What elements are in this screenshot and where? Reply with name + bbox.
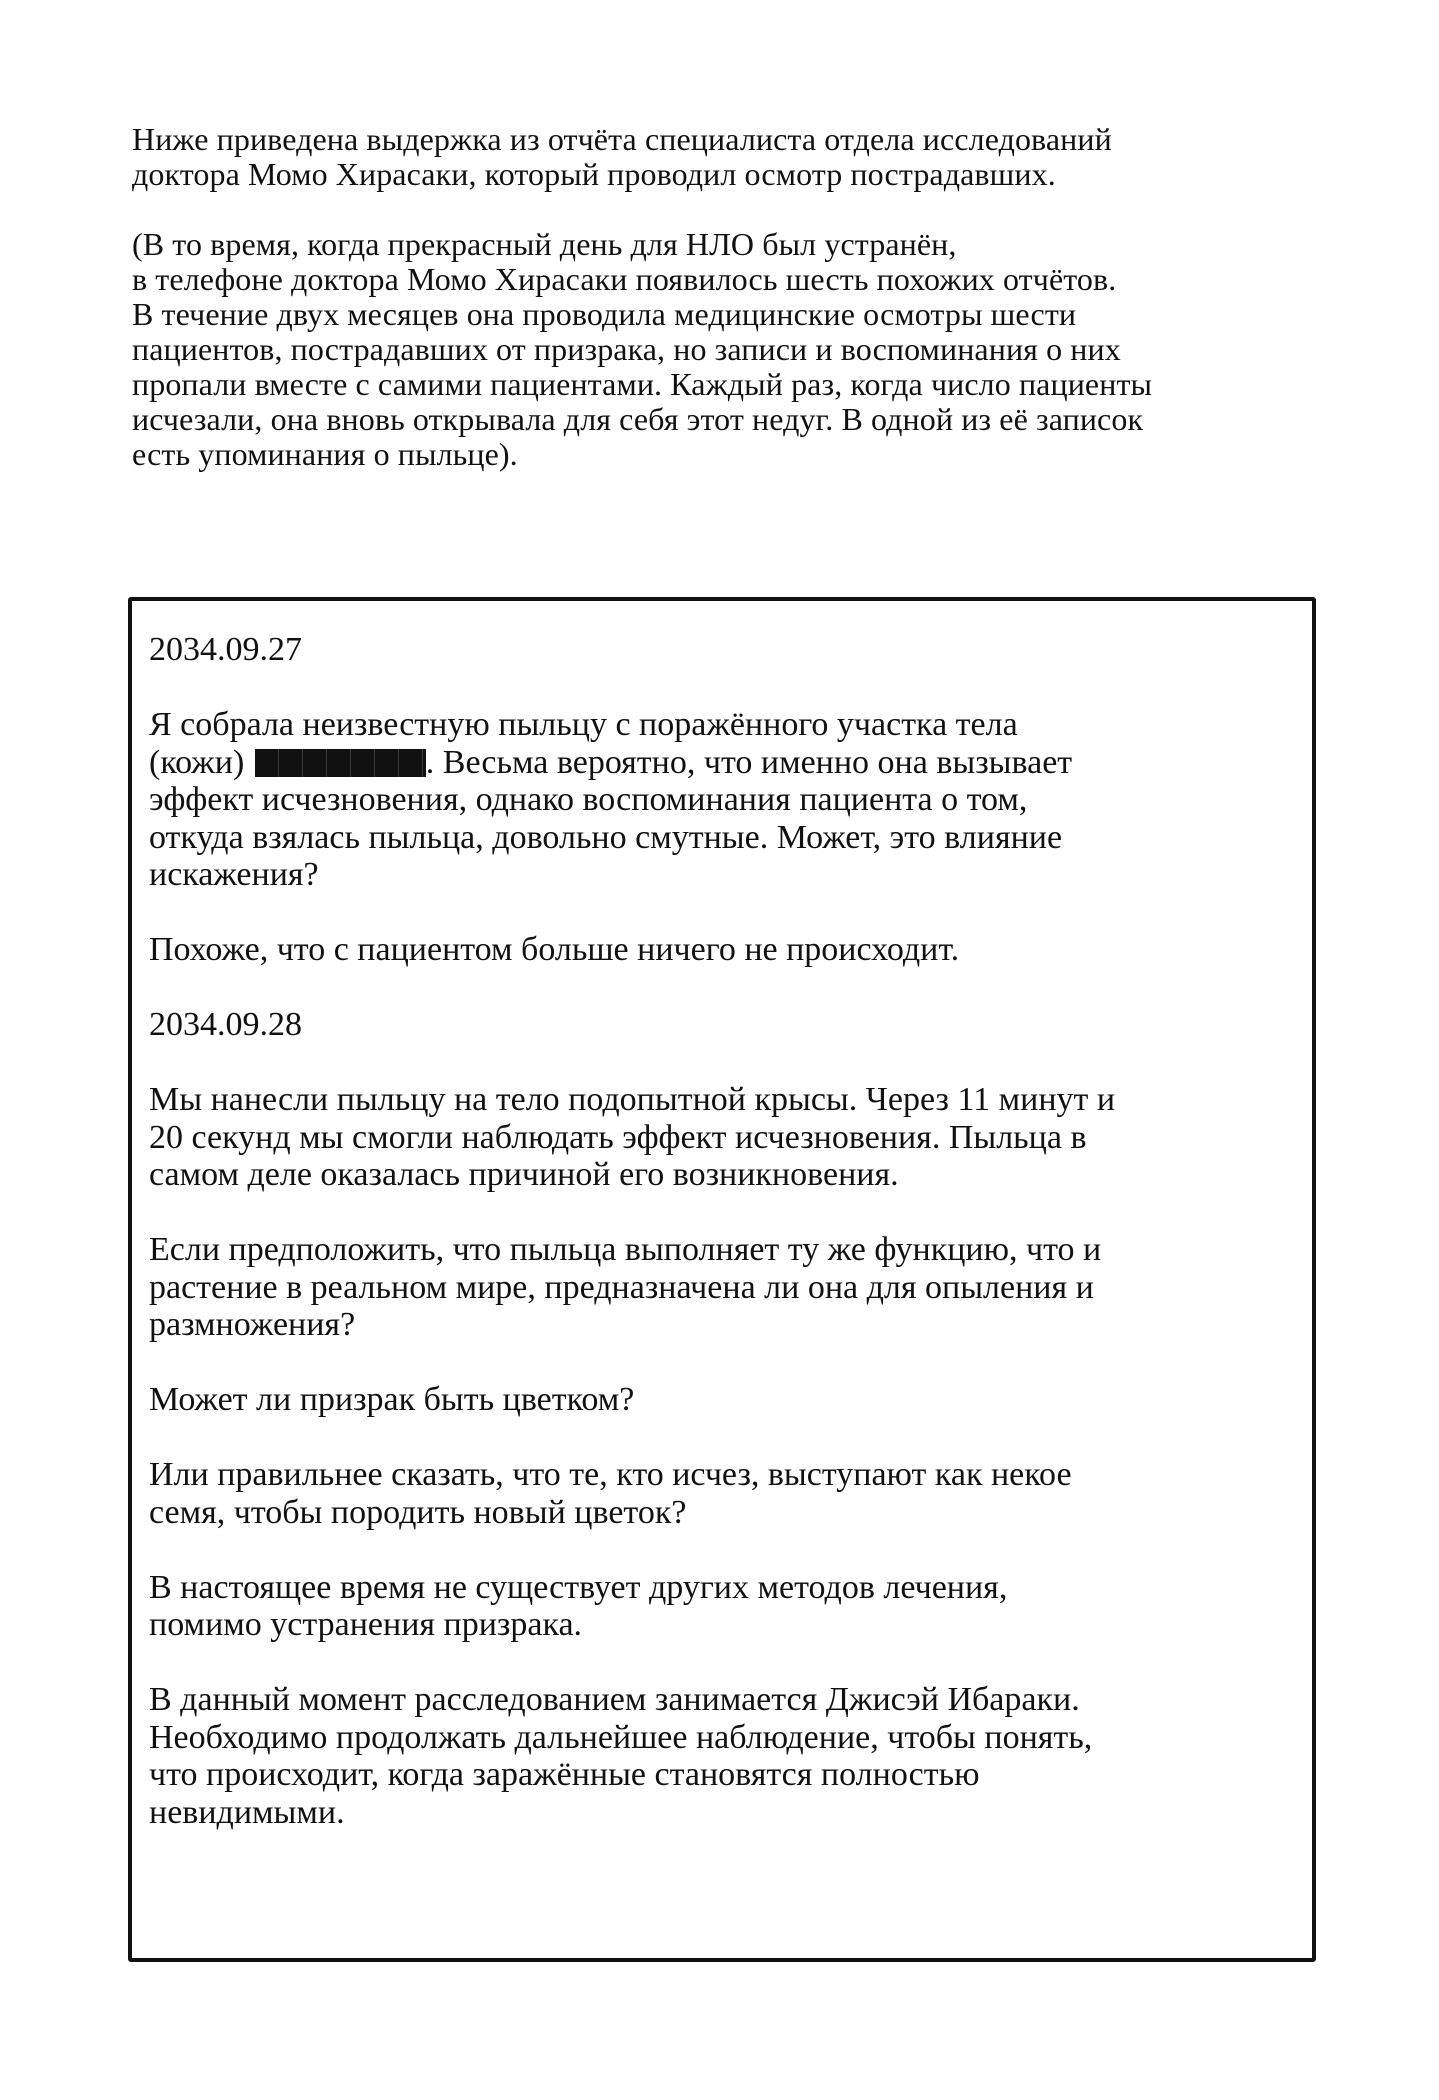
intro-section [132, 122, 1332, 472]
intro-paragraph: Ниже приведена выдержка из отчёта специалиста отдела исследований доктора Момо Хирасаки, который проводил осмотр пострадавших. [132, 121, 1112, 192]
log-entry: Может ли призрак быть цветком? [149, 1381, 635, 1418]
intro-paragraph: (В то время, когда прекрасный день для НЛО был устранён, в телефоне доктора Момо Хирасаки появилось шесть похожих отчётов. В течение двух месяцев она проводила медицинские осмотры шести пациентов, пострадавших от призрака, но записи и воспоминания о них пропали вместе с самими пациентами. Каждый раз, когда число пациенты исчезали, она вновь открывала для себя этот недуг. В одной из её записок есть упоминания о пыльце). [132, 226, 1153, 472]
log-entry: Если предположить, что пыльца выполняет ту же функцию, что и растение в реальном мире, предназначена ли она для опыления и размножения? [149, 1231, 1102, 1343]
report-log-box [128, 597, 1316, 1962]
log-entry: Или правильнее сказать, что те, кто исчез, выступают как некое семя, чтобы породить новый цветок? [149, 1456, 1072, 1531]
log-entry-text: Я собрала неизвестную пыльцу с поражённого участка тела (кожи) [149, 706, 1018, 781]
log-entry: Похоже, что с пациентом больше ничего не происходит. [149, 931, 960, 968]
report-log-content [149, 631, 1289, 1869]
log-date: 2034.09.28 [149, 1006, 302, 1043]
log-date: 2034.09.27 [149, 631, 302, 668]
log-entry [149, 706, 1289, 894]
log-entry: Мы нанесли пыльцу на тело подопытной крысы. Через 11 минут и 20 секунд мы смогли наблюдать эффект исчезновения. Пыльца в самом деле оказалась причиной его возникновения. [149, 1081, 1116, 1193]
log-entry-text: . Весьма вероятно, что именно она вызывает эффект исчезновения, однако воспоминания пациента о том, откуда взялась пыльца, довольно смутные. Может, это влияние искажения? [149, 743, 1073, 893]
redacted-block [255, 749, 426, 777]
log-entry: В данный момент расследованием занимается Джисэй Ибараки. Необходимо продолжать дальнейшее наблюдение, чтобы понять, что происходит, когда заражённые становятся полностью невидимыми. [149, 1681, 1093, 1831]
log-entry: В настоящее время не существует других методов лечения, помимо устранения призрака. [149, 1568, 1008, 1643]
